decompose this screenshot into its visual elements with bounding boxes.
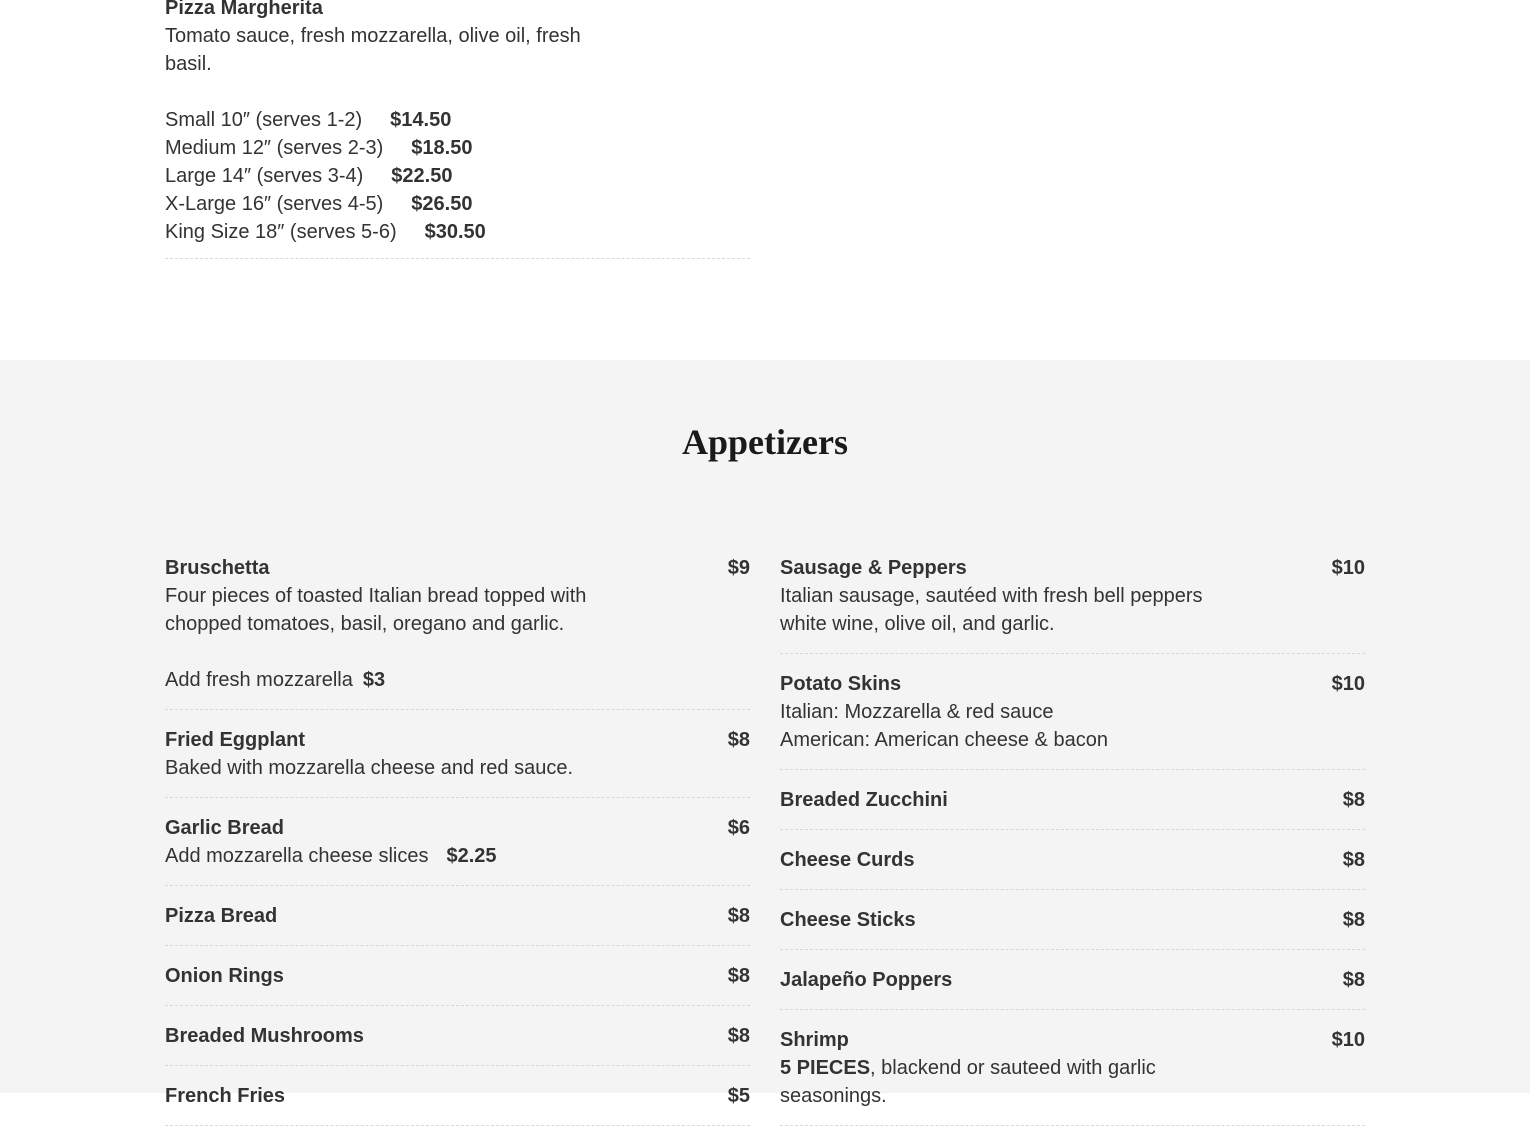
size-label: X-Large 16″ (serves 4-5) [165, 193, 384, 215]
item-price: $8 [1342, 969, 1365, 991]
appetizers-section [0, 360, 1530, 1107]
item-price: $8 [727, 1025, 750, 1047]
item-name: Bruschetta [165, 557, 270, 579]
menu-item-bruschetta [165, 554, 750, 710]
item-quantity: 5 PIECES [780, 1057, 871, 1079]
size-price: $22.50 [391, 165, 453, 187]
appetizers-right-column [780, 554, 1365, 1142]
item-price: $9 [727, 557, 750, 579]
item-name: Breaded Mushrooms [165, 1025, 364, 1047]
section-title: Appetizers [682, 422, 848, 462]
item-name: Pizza Margherita [165, 0, 323, 19]
item-price: $5 [727, 1085, 750, 1107]
item-addon [165, 842, 750, 870]
item-name: Breaded Zucchini [780, 789, 948, 811]
item-addon [165, 666, 750, 694]
item-description: Tomato sauce, fresh mozzarella, olive oil, fresh basil. [165, 25, 581, 75]
item-name: Cheese Sticks [780, 909, 916, 931]
size-row [165, 162, 750, 190]
item-name: Onion Rings [165, 965, 284, 987]
size-price: $26.50 [411, 193, 473, 215]
item-price: $8 [727, 965, 750, 987]
menu-item-cheese-sticks [780, 906, 1365, 950]
item-option-line: American: American cheese & bacon [780, 729, 1108, 751]
addon-price: $3 [362, 669, 386, 691]
item-name: Cheese Curds [780, 849, 915, 871]
size-row [165, 106, 750, 134]
appetizers-left-column [165, 554, 750, 1142]
item-price: $8 [727, 905, 750, 927]
item-name: Garlic Bread [165, 817, 284, 839]
size-label: King Size 18″ (serves 5-6) [165, 221, 397, 243]
size-price: $14.50 [390, 109, 452, 131]
menu-item-potato-skins [780, 670, 1365, 770]
item-price: $10 [1331, 673, 1365, 695]
size-label: Medium 12″ (serves 2-3) [165, 137, 384, 159]
size-row [165, 190, 750, 218]
size-list [165, 106, 750, 246]
item-option-line: Italian: Mozzarella & red sauce [780, 701, 1054, 723]
menu-item-french-fries [165, 1082, 750, 1126]
pizza-section [0, 0, 1530, 360]
item-price: $10 [1331, 557, 1365, 579]
item-divider [165, 258, 750, 259]
menu-item-sausage-peppers [780, 554, 1365, 654]
addon-label: Add mozzarella cheese slices [165, 845, 429, 867]
item-price: $10 [1331, 1029, 1365, 1051]
item-description [780, 1054, 1230, 1110]
pizza-margherita-item [165, 0, 750, 246]
size-price: $30.50 [424, 221, 486, 243]
item-name: Pizza Bread [165, 905, 278, 927]
item-name: Shrimp [780, 1029, 849, 1051]
menu-item-fried-eggplant [165, 726, 750, 798]
menu-item-breaded-mushrooms [165, 1022, 750, 1066]
item-price: $6 [727, 817, 750, 839]
item-name: Potato Skins [780, 673, 902, 695]
item-description: Baked with mozzarella cheese and red sauce. [165, 757, 574, 779]
item-description-text: , blackend or sauteed with garlic seasonings. [780, 1057, 1156, 1107]
menu-item-pizza-bread [165, 902, 750, 946]
item-price: $8 [727, 729, 750, 751]
size-row [165, 134, 750, 162]
menu-item-breaded-zucchini [780, 786, 1365, 830]
addon-label: Add fresh mozzarella [165, 669, 353, 691]
item-name: Jalapeño Poppers [780, 969, 953, 991]
menu-item-garlic-bread [165, 814, 750, 886]
item-name: French Fries [165, 1085, 286, 1107]
item-name: Sausage & Peppers [780, 557, 967, 579]
addon-price: $2.25 [446, 845, 497, 867]
size-label: Small 10″ (serves 1-2) [165, 109, 363, 131]
item-price: $8 [1342, 789, 1365, 811]
item-description: Four pieces of toasted Italian bread topped with chopped tomatoes, basil, oregano and garlic. [165, 585, 587, 635]
menu-item-jalapeno-poppers [780, 966, 1365, 1010]
menu-item-onion-rings [165, 962, 750, 1006]
item-name: Fried Eggplant [165, 729, 305, 751]
item-price: $8 [1342, 909, 1365, 931]
size-price: $18.50 [411, 137, 473, 159]
size-label: Large 14″ (serves 3-4) [165, 165, 364, 187]
size-row [165, 218, 750, 246]
item-price: $8 [1342, 849, 1365, 871]
menu-item-shrimp [780, 1026, 1365, 1126]
item-description: Italian sausage, sautéed with fresh bell peppers white wine, olive oil, and garlic. [780, 585, 1203, 635]
menu-item-cheese-curds [780, 846, 1365, 890]
